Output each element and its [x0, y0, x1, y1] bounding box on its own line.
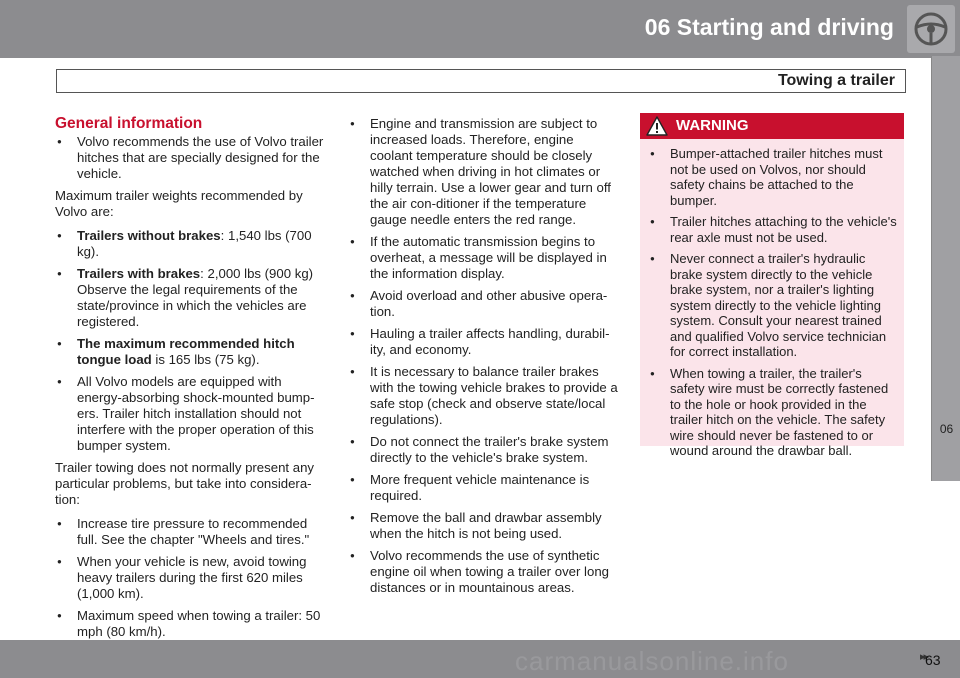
consideration-bullet-list [55, 516, 325, 640]
page-number: 63 [925, 652, 941, 668]
list-item: ● Maximum speed when towing a trailer: 50 mph (80 km/h). [55, 608, 325, 640]
section-title-bar [56, 69, 906, 93]
list-item: ● It is necessary to balance trailer brakes with the towing vehicle brakes to provide a safe stop (check and observe state/local regulations). [348, 364, 618, 428]
list-item [55, 228, 325, 260]
list-item [55, 266, 325, 330]
bold-term: The maximum recommended hitch tongue load [77, 336, 295, 367]
section-title: Towing a trailer [777, 72, 895, 89]
list-item: ● Remove the ball and drawbar assembly when the hitch is not being used. [348, 510, 618, 542]
item-text: : 2,000 lbs (900 kg) Observe the legal requirements of the state/province in which the vehicles are registered. [77, 266, 314, 329]
list-item: ● Hauling a trailer affects handling, durabil-ity, and economy. [348, 326, 618, 358]
chapter-title: 06 Starting and driving [644, 14, 894, 40]
warning-triangle-icon [646, 116, 668, 136]
watermark: carmanualsonline.info [515, 646, 789, 676]
footer-band [0, 640, 960, 678]
steering-wheel-icon [913, 11, 949, 47]
list-item: ● When towing a trailer, the trailer's safety wire must be correctly fastened to the hole or hook provided in the trailer hitch on the vehicle. The safety wire should never be fastened to or wound around the drawbar ball. [648, 366, 898, 459]
intro-bullet-list [55, 134, 325, 182]
column-1 [55, 110, 325, 646]
item-text: All Volvo models are equipped with energy-absorbing shock-mounted bump-ers. Trailer hitch installation should not interfere with the proper operation of this bumper system. [77, 374, 315, 453]
warning-body [648, 146, 898, 465]
list-item [55, 336, 325, 368]
towing-bullet-list [348, 116, 618, 596]
weight-bullet-list [55, 228, 325, 454]
list-item: ● Engine and transmission are subject to increased loads. Therefore, engine coolant temperature should be closely watched when driving in hot climates or hilly terrain. Use a lower gear and turn off the air con-ditioner if the temperature gauge needle enters the red range. [348, 116, 618, 228]
steering-wheel-badge [907, 5, 955, 53]
warning-box [640, 113, 904, 458]
bold-term: Trailers without brakes [77, 228, 221, 243]
warning-title: WARNING [676, 117, 749, 134]
side-tab-label: 06 [939, 422, 954, 436]
section-heading: General information [55, 115, 203, 132]
list-item: ● Bumper-attached trailer hitches must not be used on Volvos, nor should safety chains be attached to the bumper. [648, 146, 898, 208]
list-item: ● Never connect a trailer's hydraulic brake system directly to the vehicle brake system, nor a trailer's lighting system directly to the vehicle lighting system. Consult your nearest trained and qualified Volvo service technician for correct installation. [648, 251, 898, 360]
list-item: ● Increase tire pressure to recommended full. See the chapter "Wheels and tires." [55, 516, 325, 548]
warning-bullet-list [648, 146, 898, 459]
warning-header [640, 113, 904, 139]
list-item: ● If the automatic transmission begins to overheat, a message will be displayed in the information display. [348, 234, 618, 282]
chapter-side-tab[interactable] [931, 56, 960, 481]
item-text: : 1,540 lbs (700 kg). [77, 228, 312, 259]
list-item: ● Avoid overload and other abusive opera-tion. [348, 288, 618, 320]
list-item: ● Trailer hitches attaching to the vehicle's rear axle must not be used. [648, 214, 898, 245]
item-text: is 165 lbs (75 kg). [151, 352, 260, 367]
list-item: ● Volvo recommends the use of Volvo trailer hitches that are specially designed for the vehicle. [55, 134, 325, 182]
next-page-indicator: ▸▸ [920, 651, 928, 663]
bold-term: Trailers with brakes [77, 266, 201, 281]
column-2 [348, 116, 618, 602]
list-item: ● Volvo recommends the use of synthetic engine oil when towing a trailer over long distances or in mountainous areas. [348, 548, 618, 596]
weights-intro: Maximum trailer weights recommended by Volvo are: [55, 188, 303, 219]
considerations-intro: Trailer towing does not normally present any particular problems, but take into considera-tion: [55, 460, 314, 507]
list-item [55, 374, 325, 454]
list-item: ● More frequent vehicle maintenance is required. [348, 472, 618, 504]
list-item: ● Do not connect the trailer's brake system directly to the vehicle's brake system. [348, 434, 618, 466]
list-item: ● When your vehicle is new, avoid towing heavy trailers during the first 620 miles (1,000 km). [55, 554, 325, 602]
